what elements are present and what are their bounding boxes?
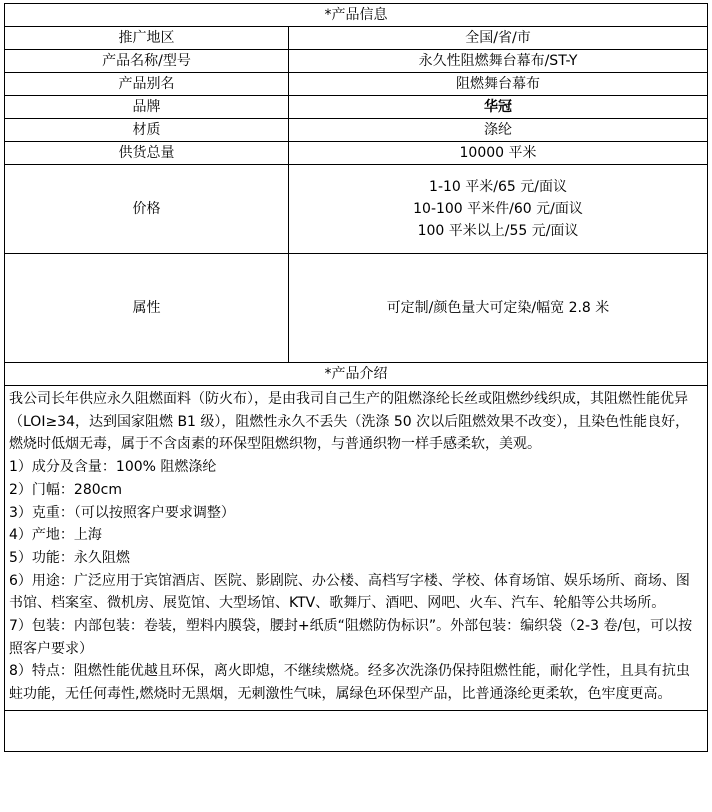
intro-paragraph: 1）成分及含量：100% 阻燃涤纶 — [9, 459, 217, 476]
empty-row — [5, 710, 708, 751]
price-values — [289, 165, 708, 254]
row-label: 材质 — [5, 119, 289, 142]
row-value: 全国/省/市 — [289, 27, 708, 50]
product-intro-title: *产品介绍 — [5, 363, 708, 386]
table-row — [5, 73, 708, 96]
empty-cell — [5, 710, 708, 751]
attributes-value: 可定制/颜色量大可定染/幅宽 2.8 米 — [289, 254, 708, 363]
table-row — [5, 142, 708, 165]
brand-value: 华冠 — [289, 96, 708, 119]
price-row — [5, 165, 708, 254]
product-info-header — [5, 4, 708, 27]
row-label: 产品别名 — [5, 73, 289, 96]
intro-paragraph: 5）功能：永久阻燃 — [9, 549, 130, 566]
row-value: 涤纶 — [289, 119, 708, 142]
row-label: 供货总量 — [5, 142, 289, 165]
intro-paragraph: 4）产地：上海 — [9, 527, 102, 544]
intro-paragraph: 6）用途：广泛应用于宾馆酒店、医院、影剧院、办公楼、高档写字楼、学校、体育场馆、娱乐场所、商场、图书馆、档案室、微机房、展览馆、大型场馆、KTV、歌舞厅、酒吧、网吧、火车、汽车、轮船等公共场所。 — [9, 572, 690, 612]
intro-paragraph: 7）包装：内部包装：卷装，塑料内膜袋，腰封+纸质“阻燃防伪标识”。外部包装：编织袋（2-3 卷/包，可以按照客户要求） — [9, 618, 693, 657]
intro-paragraph: 3）克重：（可以按照客户要求调整） — [9, 504, 235, 521]
product-info-title: *产品信息 — [5, 4, 708, 27]
row-value: 阻燃舞台幕布 — [289, 73, 708, 96]
row-label: 品牌 — [5, 96, 289, 119]
price-tier: 100 平米以上/55 元/面议 — [417, 223, 579, 239]
attributes-label: 属性 — [5, 254, 289, 363]
table-row — [5, 27, 708, 50]
price-tier: 10-100 平米件/60 元/面议 — [413, 201, 583, 217]
table-row — [5, 96, 708, 119]
intro-paragraph: 8）特点：阻燃性能优越且环保，离火即熄，不继续燃烧。经多次洗涤仍保持阻燃性能，耐化学性，且具有抗虫蛀功能，无任何毒性,燃烧时无黑烟，无刺激性气味，属绿色环保型产品，比普通涤纶更柔软，色牢度更高。 — [9, 663, 690, 703]
product-table — [4, 3, 708, 752]
price-label: 价格 — [5, 165, 289, 254]
attributes-row — [5, 254, 708, 363]
intro-paragraph: 我公司长年供应永久阻燃面料（防火布），是由我司自己生产的阻燃涤纶长丝或阻燃纱线织成，其阻燃性能优异（LOI≥34，达到国家阻燃 B1 级），阻燃性永久不丢失（洗涤 50 次以后阻燃效果不改变），且染色性能良好，燃烧时低烟无毒，属于不含卤素的环保型阻燃织物，与普通织物一样手感柔软，美观。 — [9, 391, 690, 453]
table-row — [5, 50, 708, 73]
row-value: 10000 平米 — [289, 142, 708, 165]
row-value: 永久性阻燃舞台幕布/ST-Y — [289, 50, 708, 73]
row-label: 产品名称/型号 — [5, 50, 289, 73]
intro-paragraph: 2）门幅：280cm — [9, 481, 122, 498]
price-tier: 1-10 平米/65 元/面议 — [429, 179, 567, 195]
row-label: 推广地区 — [5, 27, 289, 50]
product-intro-row — [5, 386, 708, 711]
table-row — [5, 119, 708, 142]
product-intro-body — [5, 386, 708, 711]
product-intro-header — [5, 363, 708, 386]
